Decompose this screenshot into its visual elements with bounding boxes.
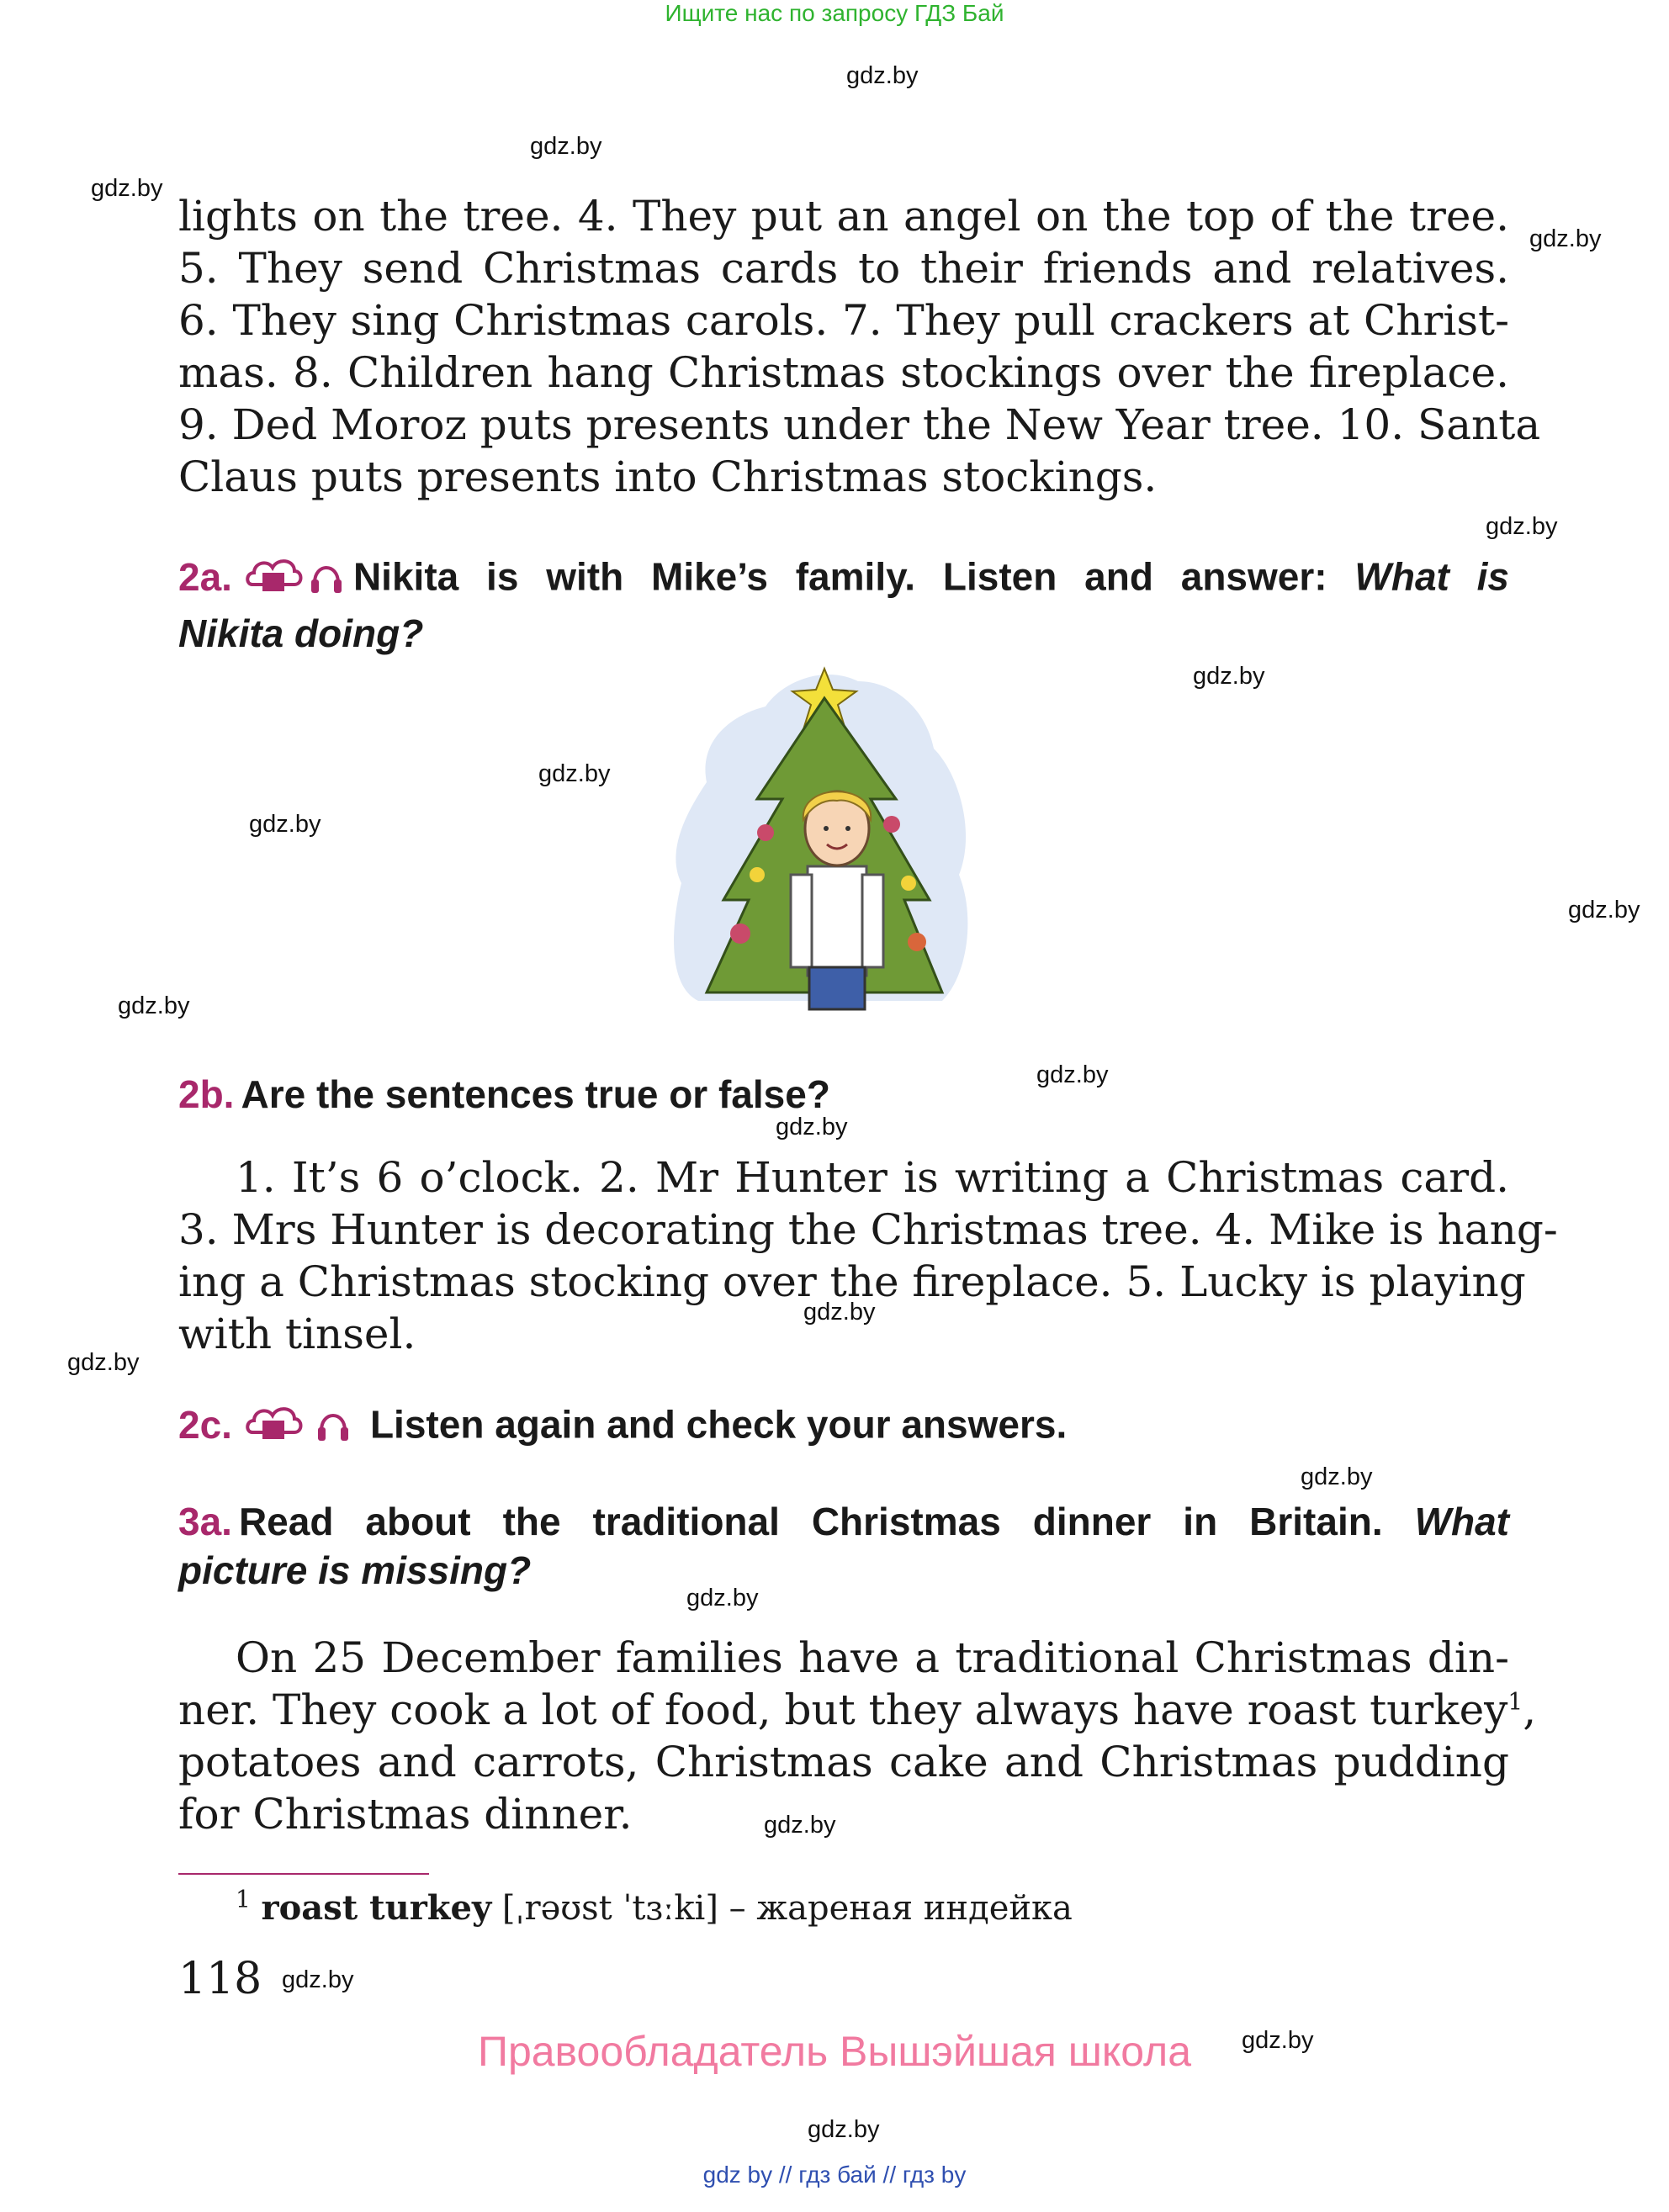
text-line: for Christmas dinner. (178, 1790, 633, 1839)
watermark: gdz.by (1193, 663, 1265, 690)
text-line: Claus puts presents into Christmas stockings. (178, 452, 1158, 501)
task-number: 2a. (178, 554, 232, 599)
audio-icons (244, 551, 345, 609)
watermark: gdz.by (118, 992, 190, 1019)
task-question: Nikita doing? (178, 611, 424, 655)
text-line: 6. They sing Christmas carols. 7. They pull crackers at Christ- (178, 296, 1509, 345)
cd-cloud-icon (244, 551, 345, 598)
bottom-links[interactable]: gdz by // гдз бай // гдз by (702, 2162, 967, 2188)
footnote-divider (178, 1873, 429, 1875)
task-text: Are the sentences true or false? (241, 1072, 830, 1116)
watermark: gdz.by (1529, 225, 1602, 252)
task-number: 3a. (178, 1500, 232, 1543)
watermark: gdz.by (249, 811, 321, 838)
headphones-icon (244, 1399, 362, 1446)
text-line: with tinsel. (178, 1310, 416, 1358)
watermark: gdz.by (538, 760, 611, 787)
watermark: gdz.by (530, 133, 602, 160)
watermark: gdz.by (808, 2116, 880, 2143)
watermark: gdz.by (67, 1349, 140, 1376)
task-text: Read about the traditional Christmas dinner in Britain. (238, 1500, 1383, 1543)
watermark: gdz.by (282, 1966, 354, 1993)
task-question: What is (1354, 554, 1510, 599)
task-question: picture is missing? (178, 1548, 532, 1592)
rights-holder: Правообладатель Вышэйшая школа (478, 2028, 1191, 2075)
task-question: What (1414, 1500, 1509, 1543)
text-line: On 25 December families have a traditional Christmas din- (236, 1633, 1509, 1682)
watermark: gdz.by (686, 1585, 759, 1611)
text-line: ing a Christmas stocking over the fireplace. 5. Lucky is playing (178, 1257, 1526, 1306)
continuation-paragraph (178, 190, 1541, 503)
footnote (236, 1885, 1073, 1928)
watermark: gdz.by (1568, 897, 1640, 923)
page-number: 118 (178, 1954, 262, 2004)
text-line: 9. Ded Moroz puts presents under the New Year tree. 10. Santa (178, 400, 1541, 449)
text-line: mas. 8. Children hang Christmas stockings over the fireplace. (178, 348, 1509, 397)
top-search-link[interactable]: Ищите нас по запросу ГДЗ Бай (665, 0, 1004, 26)
watermark: gdz.by (1242, 2027, 1314, 2054)
task-text: Nikita is with Mike’s family. Listen and answer: (352, 554, 1327, 599)
watermark: gdz.by (846, 62, 919, 89)
text-line: ner. They cook a lot of food, but they always have roast turkey$^1$, (178, 1685, 1537, 1734)
footnote-term: roast turkey (261, 1888, 492, 1928)
paragraph-3a (178, 1632, 1537, 1840)
watermark: gdz.by (1301, 1463, 1373, 1490)
watermark: gdz.by (764, 1812, 836, 1839)
text-line: potatoes and carrots, Christmas cake and Christmas pudding (178, 1738, 1509, 1786)
task-text-end: . (1056, 1402, 1068, 1447)
text-line: lights on the tree. 4. They put an angel on the top of the tree. (178, 192, 1509, 241)
watermark: gdz.by (776, 1114, 848, 1140)
audio-icons (244, 1399, 362, 1457)
watermark: gdz.by (1036, 1061, 1109, 1088)
footnote-definition: [ˌrəʊst ˈtɜːki] – жареная индейка (491, 1889, 1073, 1928)
task-2b (178, 1070, 1509, 1119)
task-number: 2b. (178, 1072, 235, 1116)
text-line: 3. Mrs Hunter is decorating the Christmas tree. 4. Mike is hang- (178, 1205, 1558, 1254)
task-text: Listen again and check your answers (369, 1402, 1057, 1447)
footnote-mark: 1 (236, 1885, 251, 1913)
boy-with-christmas-tree-illustration (665, 664, 984, 1018)
text-line: 1. It’s 6 o’clock. 2. Mr Hunter is writing a Christmas card. (236, 1153, 1509, 1202)
watermark: gdz.by (1486, 513, 1558, 540)
task-2c (178, 1399, 1509, 1457)
task-2a (178, 551, 1509, 658)
watermark: gdz.by (803, 1299, 876, 1326)
sentences-2b (178, 1151, 1558, 1360)
task-3a (178, 1497, 1509, 1595)
text-line: 5. They send Christmas cards to their friends and relatives. (178, 244, 1509, 293)
task-number: 2c. (178, 1402, 232, 1447)
footnote-reference: 1 (1507, 1687, 1523, 1716)
watermark: gdz.by (91, 175, 163, 202)
